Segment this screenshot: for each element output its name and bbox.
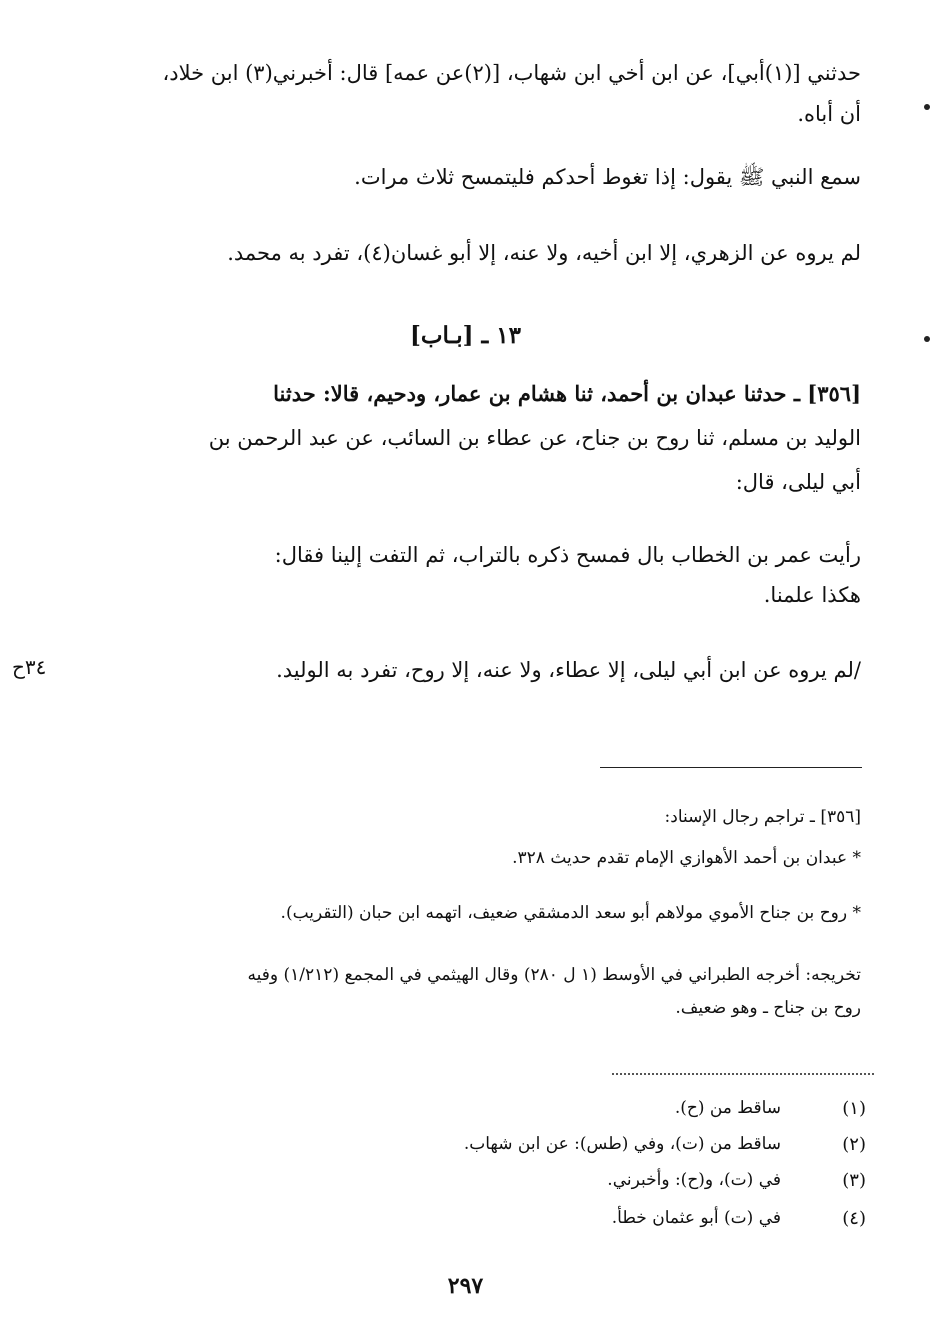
takhrij-line: تخريجه: أخرجه الطبراني في الأوسط (١ ل ٢٨٠) وقال الهيثمي في المجمع (١/٢١٢) وفيه [247, 965, 861, 985]
variant-number: (٤) [842, 1208, 866, 1229]
narration-note: /لم يروه عن ابن أبي ليلى، إلا عطاء، ولا عنه، إلا روح، تفرد به الوليد. [276, 658, 861, 682]
variant-note: في (ت) أبو عثمان خطأ. [611, 1208, 781, 1228]
hadith-text: سمع النبي ﷺ يقول: إذا تغوط أحدكم فليتمسح ثلاث مرات. [354, 165, 861, 189]
variant-note: ساقط من (ت)، وفي (طس): عن ابن شهاب. [463, 1134, 781, 1154]
hadith-text: هكذا علمنا. [763, 583, 861, 607]
isnad-line: أبي ليلى، قال: [735, 470, 861, 494]
footnote-separator [600, 767, 862, 768]
footnote-item: * عبدان بن أحمد الأهوازي الإمام تقدم حديث ٣٢٨. [512, 848, 861, 868]
text-line: أن أباه. [797, 102, 861, 126]
variant-separator [612, 1073, 874, 1075]
isnad-line: [٣٥٦] ـ حدثنا عبدان بن أحمد، ثنا هشام بن عمار، ودحيم، قالا: حدثنا [273, 381, 861, 406]
variant-note: في (ت)، و(ح): وأخبرني. [607, 1170, 781, 1190]
variant-number: (٣) [842, 1170, 866, 1191]
text-line: حدثني [(١)أبي]، عن ابن أخي ابن شهاب، [(٢)عن عمه] قال: أخبرني(٣) ابن خلاد، [162, 61, 861, 85]
takhrij-line: روح بن جناح ـ وهو ضعيف. [675, 998, 861, 1018]
margin-reference: ٣٤ح [12, 655, 47, 679]
variant-number: (١) [842, 1098, 866, 1119]
narration-note: لم يروه عن الزهري، إلا ابن أخيه، ولا عنه، إلا أبو غسان(٤)، تفرد به محمد. [227, 241, 861, 265]
footnote-item: * روح بن جناح الأموي مولاهم أبو سعد الدمشقي ضعيف، اتهمه ابن حبان (التقريب). [280, 903, 861, 923]
margin-dot [924, 336, 930, 342]
page-number: ٢٩٧ [447, 1273, 484, 1299]
hadith-text: رأيت عمر بن الخطاب بال فمسح ذكره بالتراب، ثم التفت إلينا فقال: [274, 543, 861, 567]
footnote-header: [٣٥٦] ـ تراجم رجال الإسناد: [664, 807, 861, 827]
variant-note: ساقط من (ح). [674, 1098, 781, 1118]
variant-number: (٢) [842, 1134, 866, 1155]
isnad-line: الوليد بن مسلم، ثنا روح بن جناح، عن عطاء بن السائب، عن عبد الرحمن بن [208, 426, 861, 450]
margin-dot [924, 104, 930, 110]
section-heading: ١٣ ـ [بـاب] [409, 322, 522, 349]
